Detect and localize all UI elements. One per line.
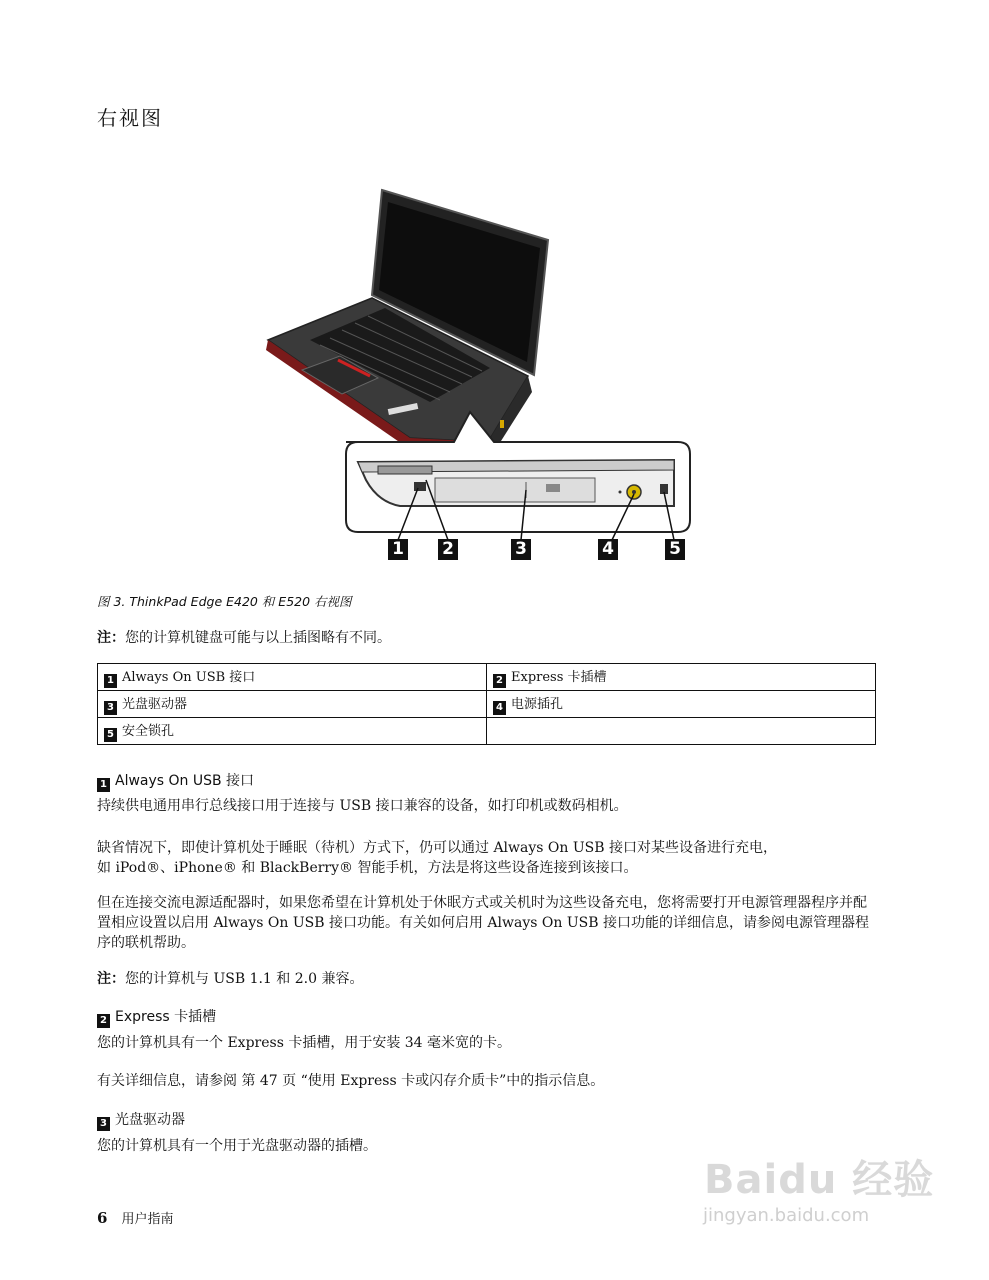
side-view-drawing: [358, 460, 674, 506]
table-cell: [487, 691, 876, 718]
note-text: 您的计算机与 USB 1.1 和 2.0 兼容。: [125, 971, 364, 987]
callout-number: 2: [493, 674, 506, 688]
callout-number: 1: [104, 674, 117, 688]
figure-label-2: 2: [438, 539, 458, 560]
figure-caption: 图 3. ThinkPad Edge E420 和 E520 右视图: [97, 594, 352, 609]
table-cell: [98, 691, 487, 718]
heading-text: Express 卡插槽: [115, 1009, 217, 1025]
callout-number: 4: [493, 701, 506, 715]
paragraph: 有关详细信息，请参阅 第 47 页 “使用 Express 卡或闪存介质卡”中的指示信息。: [97, 1073, 605, 1089]
cell-text: 电源插孔: [511, 697, 564, 712]
paragraph: 您的计算机具有一个用于光盘驱动器的插槽。: [97, 1138, 377, 1154]
table-row: [98, 691, 876, 718]
callout-number: 5: [104, 728, 117, 742]
figure-label-1: 1: [388, 539, 408, 560]
page-footer: [97, 1208, 173, 1227]
figure-label-3: 3: [511, 539, 531, 560]
table-cell-empty: [487, 718, 876, 745]
paragraph: [97, 838, 879, 878]
note-usb: [97, 968, 363, 988]
note-label: 注：: [97, 630, 125, 646]
callout-number: 2: [97, 1014, 110, 1028]
paragraph: 但在连接交流电源适配器时，如果您希望在计算机处于休眠方式或关机时为这些设备充电，您将需要打开电源管理器程序并配置相应设置以启用 Always On USB 接口功能。有关如何启用 Always On USB 接口功能的详细信息，请参阅电源管理器程序的联机帮助。: [97, 895, 869, 951]
figure-label-4: 4: [598, 539, 618, 560]
callout-number: 1: [97, 778, 110, 792]
note-label: 注：: [97, 971, 125, 987]
paragraph-line: 如 iPod®、iPhone® 和 BlackBerry® 智能手机，方法是将这些设备连接到该接口。: [97, 860, 638, 876]
laptop-illustration: [250, 180, 700, 565]
watermark-url: jingyan.baidu.com: [703, 1205, 870, 1226]
page-number: 6: [97, 1209, 108, 1227]
watermark-logo: Baidu 经验: [704, 1157, 935, 1203]
section-heading-usb: [97, 770, 254, 792]
callout-number: 3: [104, 701, 117, 715]
table-row: [98, 718, 876, 745]
cell-text: Express 卡插槽: [511, 670, 607, 685]
callout-number: 3: [97, 1117, 110, 1131]
page-title: 右视图: [97, 106, 163, 130]
table-cell: [98, 718, 487, 745]
footer-label: 用户指南: [121, 1212, 174, 1227]
cell-text: Always On USB 接口: [122, 670, 256, 685]
table-row: [98, 664, 876, 691]
paragraph-line: 缺省情况下，即使计算机处于睡眠（待机）方式下，仍可以通过 Always On USB 接口对某些设备进行充电，: [97, 840, 777, 856]
paragraph: 您的计算机具有一个 Express 卡插槽，用于安装 34 毫米宽的卡。: [97, 1035, 512, 1051]
heading-text: 光盘驱动器: [115, 1112, 185, 1128]
heading-text: Always On USB 接口: [115, 773, 255, 789]
note-text: 您的计算机键盘可能与以上插图略有不同。: [125, 630, 391, 646]
section-heading-optical: [97, 1109, 185, 1131]
table-cell: [98, 664, 487, 691]
cell-text: 安全锁孔: [122, 724, 175, 739]
table-cell: [487, 664, 876, 691]
section-heading-express: [97, 1006, 216, 1028]
laptop-drawing: [266, 190, 548, 452]
cell-text: 光盘驱动器: [122, 697, 188, 712]
figure-label-5: 5: [665, 539, 685, 560]
ports-table: [97, 663, 876, 745]
paragraph: 持续供电通用串行总线接口用于连接与 USB 接口兼容的设备，如打印机或数码相机。: [97, 798, 628, 814]
note-keyboard: [97, 627, 391, 647]
